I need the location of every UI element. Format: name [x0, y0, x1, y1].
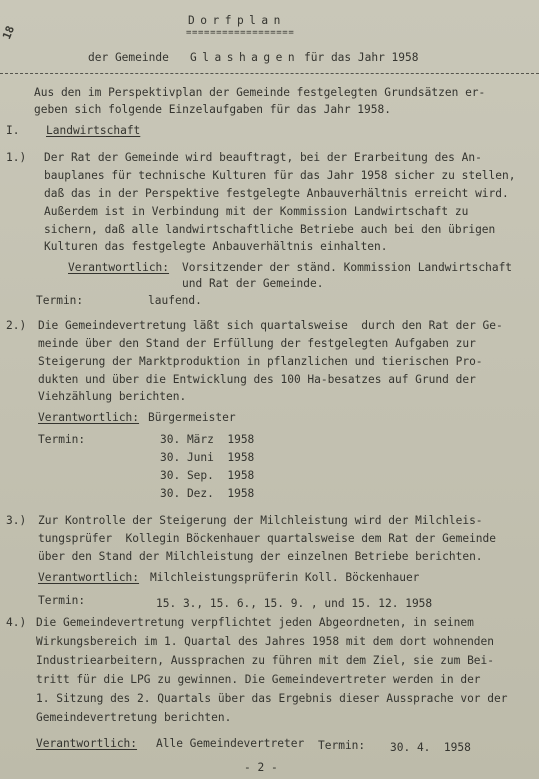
item-text-line: Steigerung der Marktproduktion in pflanzlichen und tierischen Pro-: [38, 355, 483, 368]
item-text-line: Gemeindevertretung berichten.: [36, 711, 232, 724]
termin-value: 15. 3., 15. 6., 15. 9. , und 15. 12. 1958: [156, 597, 433, 610]
item-text-line: Zur Kontrolle der Steigerung der Milchleistung wird der Milchleis-: [38, 514, 483, 527]
responsible-label: Verantwortlich:: [36, 737, 138, 750]
item-number: 1.): [6, 151, 27, 164]
termin-value: laufend.: [148, 294, 202, 307]
termin-value: 30. März 1958: [160, 433, 255, 446]
item-text-line: Außerdem ist in Verbindung mit der Kommission Landwirtschaft zu: [44, 205, 469, 218]
termin-value: 30. Sep. 1958: [160, 469, 255, 482]
responsible-value: und Rat der Gemeinde.: [182, 277, 324, 290]
termin-value: 30. 4. 1958: [390, 741, 471, 754]
subtitle-suffix: für das Jahr 1958: [304, 51, 419, 64]
page-number: - 2 -: [244, 761, 278, 774]
responsible-label: Verantwortlich:: [68, 261, 170, 274]
item-text-line: 1. Sitzung des 2. Quartals über das Ergebnis dieser Aussprache vor der: [36, 692, 508, 705]
item-text-line: dukten und über die Entwicklung des 100 Ha-besatzes auf Grund der: [38, 373, 476, 386]
section-title: Landwirtschaft: [46, 124, 141, 137]
item-text-line: Industriearbeitern, Aussprachen zu führen mit dem Ziel, sie zum Bei-: [36, 654, 495, 667]
responsible-label: Verantwortlich:: [38, 411, 140, 424]
item-text-line: tungsprüfer Kollegin Böckenhauer quartalsweise dem Rat der Gemeinde: [38, 532, 497, 545]
item-text-line: über den Stand der Milchleistung der einzelnen Betriebe berichten.: [38, 550, 483, 563]
item-number: 2.): [6, 319, 27, 332]
item-text-line: Der Rat der Gemeinde wird beauftragt, bei der Erarbeitung des An-: [44, 151, 482, 164]
responsible-value: Milchleistungsprüferin Koll. Böckenhauer: [150, 571, 420, 584]
item-text-line: Viehzählung berichten.: [38, 390, 187, 403]
termin-value: 30. Dez. 1958: [160, 487, 255, 500]
item-text-line: Kulturen das festgelegte Anbauverhältnis einhalten.: [44, 240, 388, 253]
municipality-name: Glashagen: [190, 51, 301, 64]
item-text-line: sichern, daß alle landwirtschaftliche Betriebe auch bei den übrigen: [44, 223, 496, 236]
item-text-line: tritt für die LPG zu gewinnen. Die Gemeindevertreter werden in der: [36, 673, 481, 686]
intro-line: Aus den im Perspektivplan der Gemeinde festgelegten Grundsätzen er-: [34, 86, 486, 99]
item-number: 4.): [6, 616, 27, 629]
item-text-line: Die Gemeindevertretung verpflichtet jeden Abgeordneten, in seinem: [36, 616, 474, 629]
item-text-line: Die Gemeindevertretung läßt sich quartalsweise durch den Rat der Ge-: [38, 319, 503, 332]
termin-label: Termin:: [38, 594, 86, 607]
item-text-line: daß das in der Perspektive festgelegte Anbauverhältnis erreicht wird.: [44, 187, 509, 200]
item-text-line: Wirkungsbereich im 1. Quartal des Jahres 1958 mit dem dort wohnenden: [36, 635, 495, 648]
intro-line: geben sich folgende Einzelaufgaben für das Jahr 1958.: [34, 103, 391, 116]
termin-label: Termin:: [318, 739, 366, 752]
corner-mark: 18: [0, 23, 18, 42]
termin-value: 30. Juni 1958: [160, 451, 255, 464]
termin-label: Termin:: [36, 294, 84, 307]
section-number: I.: [6, 124, 20, 137]
item-text-line: meinde über den Stand der Erfüllung der festgelegten Aufgaben zur: [38, 337, 476, 350]
title-rule: ==================: [186, 28, 295, 38]
responsible-label: Verantwortlich:: [38, 571, 140, 584]
item-number: 3.): [6, 514, 27, 527]
termin-label: Termin:: [38, 433, 86, 446]
responsible-value: Vorsitzender der ständ. Kommission Landwirtschaft: [182, 261, 513, 274]
responsible-value: Bürgermeister: [148, 411, 236, 424]
item-text-line: bauplanes für technische Kulturen für das Jahr 1958 sicher zu stellen,: [44, 169, 516, 182]
document-title: Dorfplan: [188, 14, 286, 27]
header-divider: [0, 73, 539, 74]
responsible-value: Alle Gemeindevertreter: [156, 737, 305, 750]
subtitle-prefix: der Gemeinde: [88, 51, 169, 64]
